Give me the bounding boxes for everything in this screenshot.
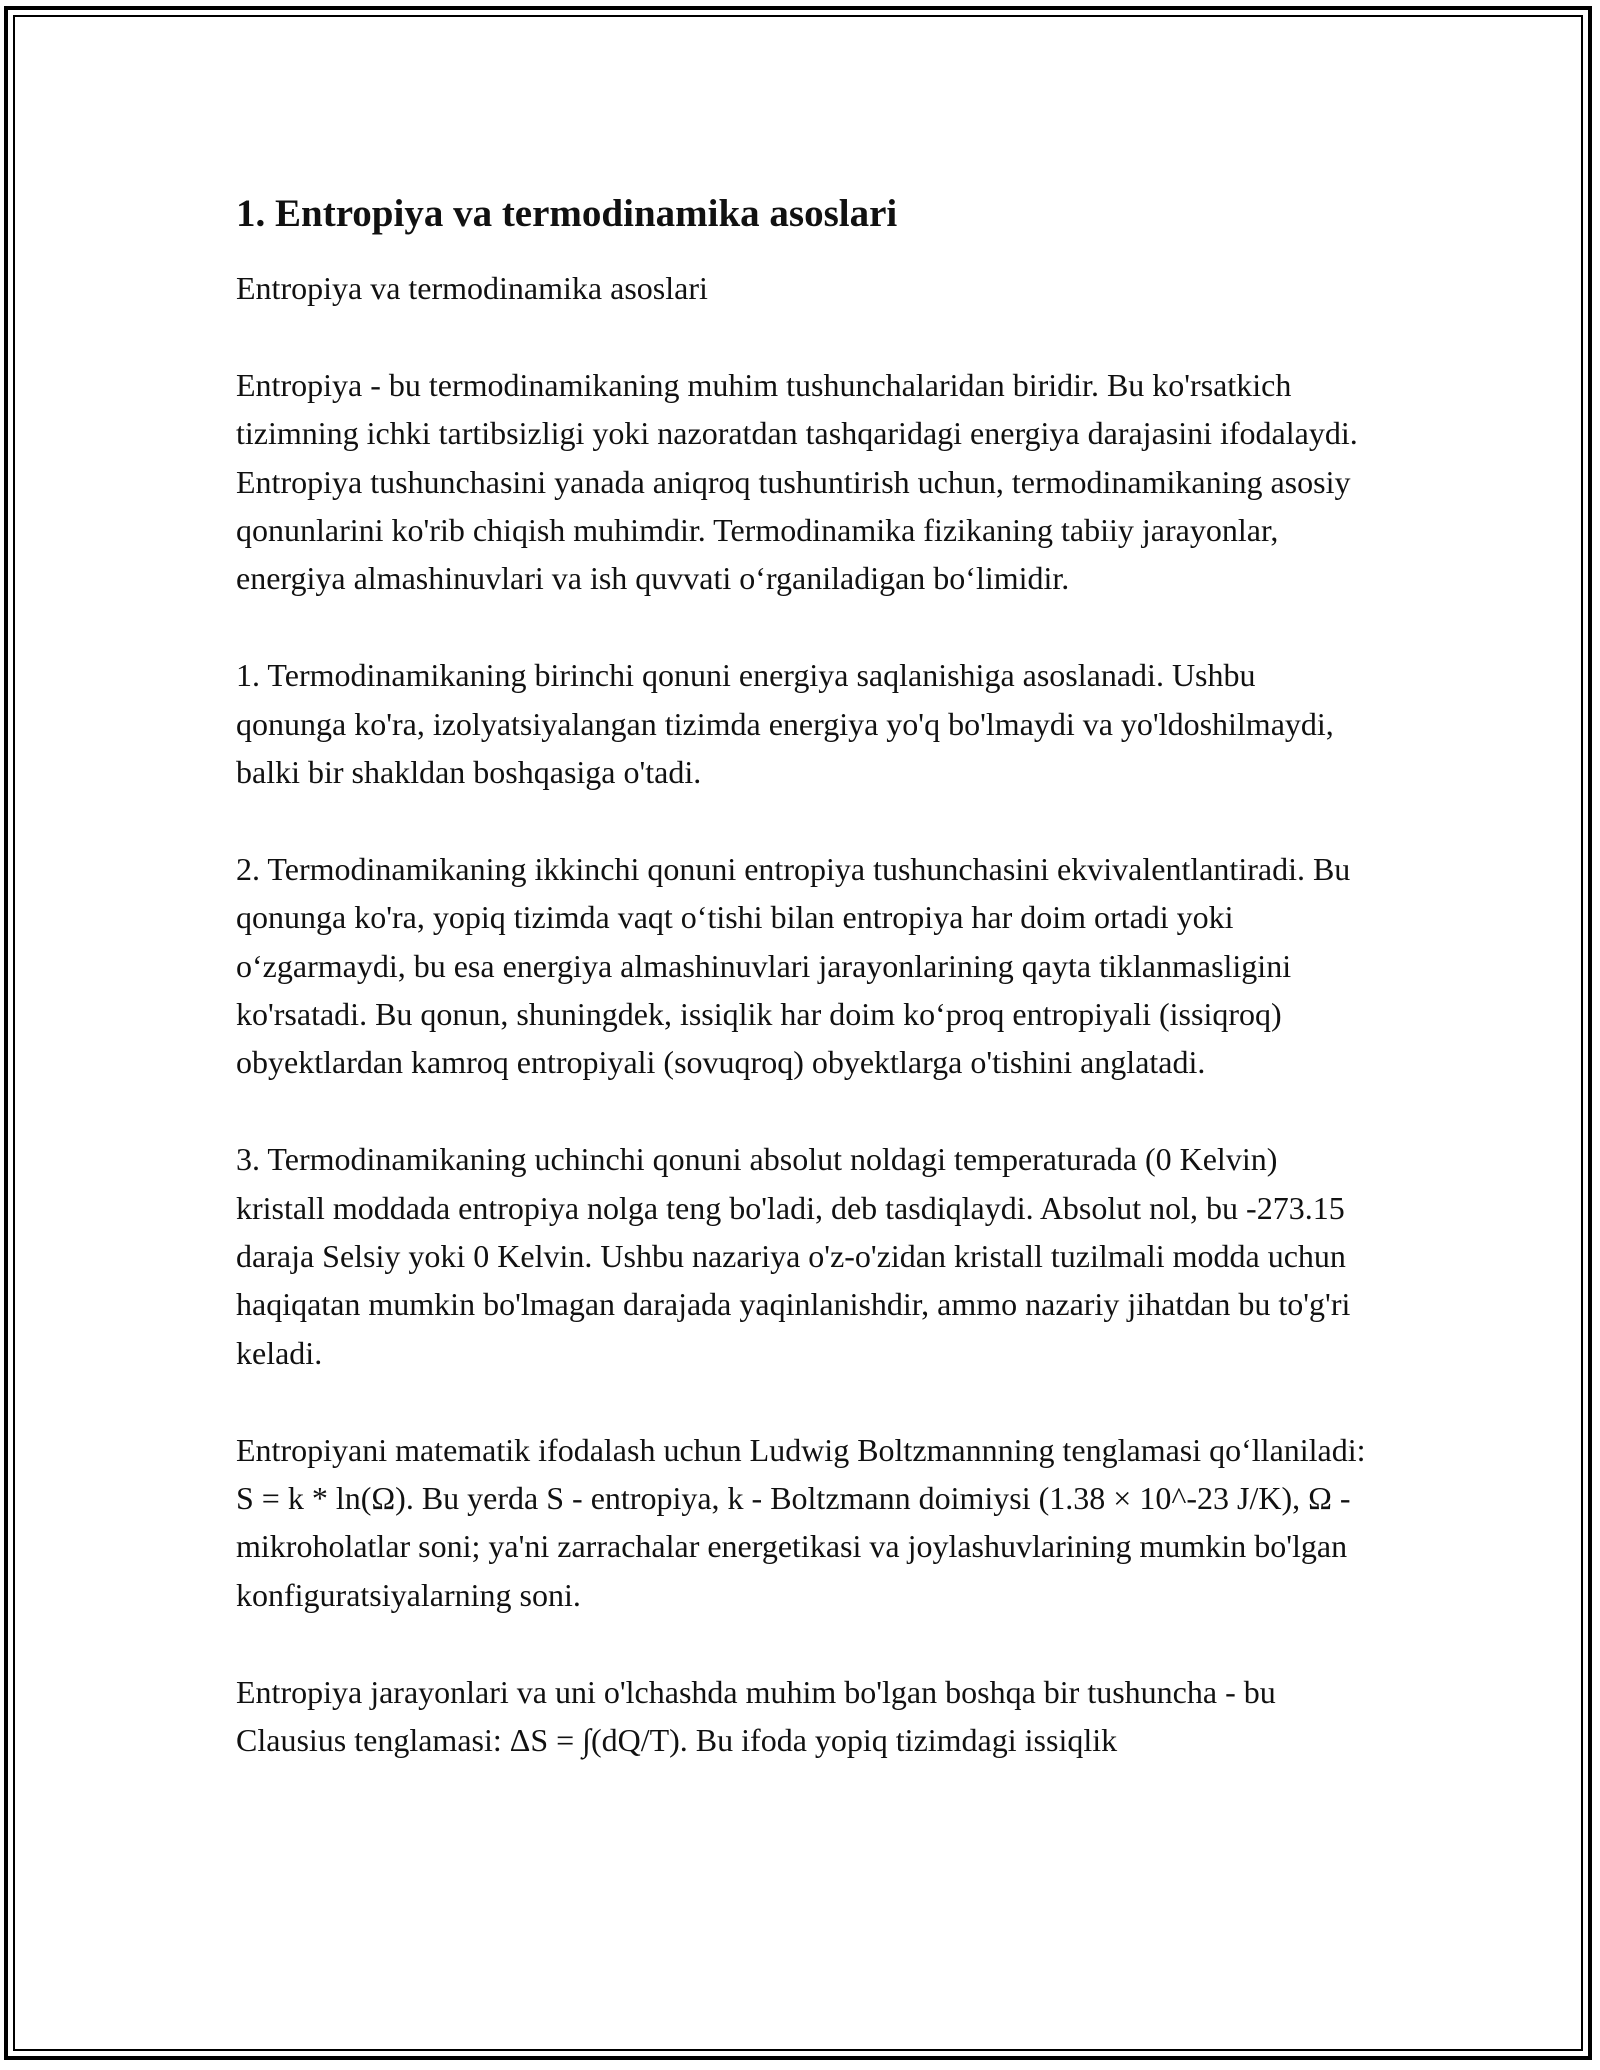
first-law-paragraph: 1. Termodinamikaning birinchi qonuni energiya saqlanishiga asoslanadi. Ushbu qonunga ko'ra, izolyatsiyalangan tizimda energiya yo'q bo'lmaydi va yo'ldoshilmaydi, balki bir shakldan boshqasiga o'tadi. (236, 657, 1334, 791)
third-law-paragraph: 3. Termodinamikaning uchinchi qonuni absolut noldagi temperaturada (0 Kelvin) kristall moddada entropiya nolga teng bo'ladi, deb tasdiqlaydi. Absolut nol, bu -273.15 daraja Selsiy yoki 0 Kelvin. Ushbu nazariya o'z-o'zidan kristall tuzilmali modda uchun haqiqatan mumkin bo'lmagan darajada yaqinlanishdir, ammo nazariy jihatdan bu to'g'ri keladi. (236, 1141, 1351, 1371)
intro-paragraph: Entropiya - bu termodinamikaning muhim tushunchalaridan biridir. Bu ko'rsatkich tizimning ichki tartibsizligi yoki nazoratdan tashqaridagi energiya darajasini ifodalaydi. Entropiya tushunchasini yanada aniqroq tushuntirish uchun, termodinamikaning asosiy qonunlarini ko'rib chiqish muhimdir. Termodinamika fizikaning tabiiy jarayonlar, energiya almashinuvlari va ish quvvati o‘rganiladigan bo‘limidir. (236, 366, 1358, 597)
clausius-paragraph: Entropiya jarayonlari va uni o'lchashda muhim bo'lgan boshqa bir tushuncha - bu Clausius tenglamasi: ΔS = ∫(dQ/T). Bu ifoda yopiq tizimdagi issiqlik (236, 1673, 1276, 1759)
subtitle-paragraph: Entropiya va termodinamika asoslari (236, 270, 708, 306)
document-body (236, 190, 1368, 1813)
document-title: 1. Entropiya va termodinamika asoslari (236, 192, 898, 235)
second-law-paragraph: 2. Termodinamikaning ikkinchi qonuni entropiya tushunchasini ekvivalentlantiradi. Bu qonunga ko'ra, yopiq tizimda vaqt o‘tishi bilan entropiya har doim ortadi yoki o‘zgarmaydi, bu esa energiya almashinuvlari jarayonlarining qayta tiklanmasligini ko'rsatadi. Bu qonun, shuningdek, issiqlik har doim ko‘proq entropiyali (issiqroq) obyektlardan kamroq entropiyali (sovuqroq) obyektlarga o'tishini anglatadi. (236, 850, 1351, 1081)
boltzmann-paragraph: Entropiyani matematik ifodalash uchun Ludwig Boltzmannning tenglamasi qo‘llaniladi: S = k * ln(Ω). Bu yerda S - entropiya, k - Boltzmann doimiysi (1.38 × 10^-23 J/K), Ω - mikroholatlar soni; ya'ni zarrachalar energetikasi va joylashuvlarining mumkin bo'lgan konfiguratsiyalarning soni. (236, 1431, 1366, 1613)
